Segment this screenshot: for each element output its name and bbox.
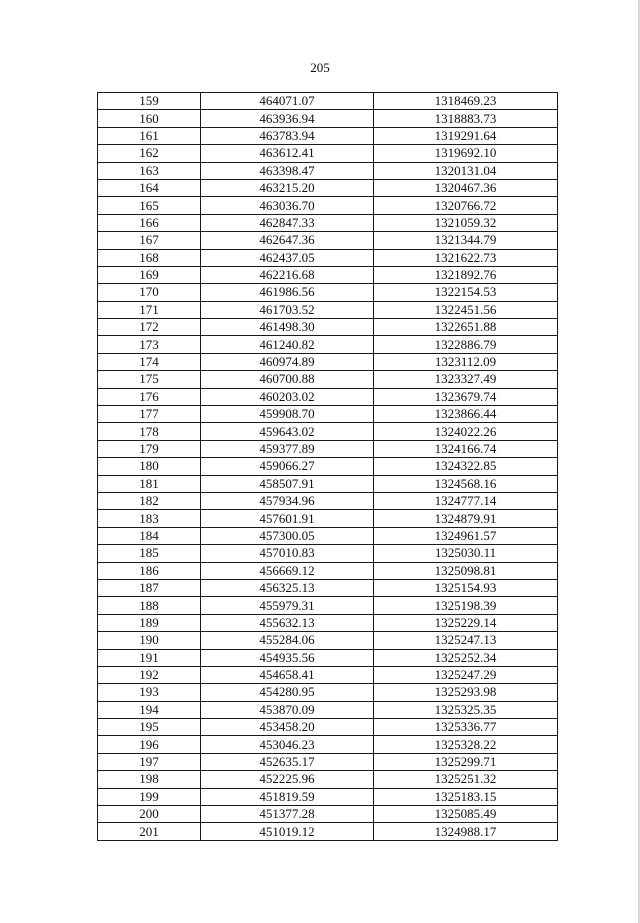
x-coordinate-cell: 461240.82 <box>201 336 374 353</box>
y-coordinate-cell: 1325299.71 <box>374 753 558 770</box>
x-coordinate-cell: 460700.88 <box>201 371 374 388</box>
x-coordinate-cell: 456669.12 <box>201 562 374 579</box>
x-coordinate-cell: 454658.41 <box>201 666 374 683</box>
x-coordinate-cell: 461703.52 <box>201 301 374 318</box>
table-row <box>98 179 558 196</box>
x-coordinate-cell: 454935.56 <box>201 649 374 666</box>
x-coordinate-cell: 457300.05 <box>201 527 374 544</box>
point-number-cell: 183 <box>98 510 201 527</box>
y-coordinate-cell: 1325247.29 <box>374 666 558 683</box>
y-coordinate-cell: 1322451.56 <box>374 301 558 318</box>
point-number-cell: 180 <box>98 458 201 475</box>
x-coordinate-cell: 463612.41 <box>201 145 374 162</box>
table-row <box>98 214 558 231</box>
x-coordinate-cell: 453458.20 <box>201 719 374 736</box>
x-coordinate-cell: 464071.07 <box>201 93 374 110</box>
point-number-cell: 186 <box>98 562 201 579</box>
point-number-cell: 195 <box>98 719 201 736</box>
y-coordinate-cell: 1325183.15 <box>374 788 558 805</box>
table-row <box>98 666 558 683</box>
y-coordinate-cell: 1321059.32 <box>374 214 558 231</box>
x-coordinate-cell: 451819.59 <box>201 788 374 805</box>
page-number: 205 <box>310 60 330 75</box>
x-coordinate-cell: 452225.96 <box>201 771 374 788</box>
table-row <box>98 771 558 788</box>
y-coordinate-cell: 1322886.79 <box>374 336 558 353</box>
point-number-cell: 193 <box>98 684 201 701</box>
y-coordinate-cell: 1325098.81 <box>374 562 558 579</box>
point-number-cell: 160 <box>98 110 201 127</box>
x-coordinate-cell: 463936.94 <box>201 110 374 127</box>
table-row <box>98 388 558 405</box>
table-row <box>98 145 558 162</box>
y-coordinate-cell: 1324961.57 <box>374 527 558 544</box>
table-row <box>98 127 558 144</box>
table-row <box>98 110 558 127</box>
x-coordinate-cell: 455979.31 <box>201 597 374 614</box>
x-coordinate-cell: 455284.06 <box>201 632 374 649</box>
y-coordinate-cell: 1325085.49 <box>374 806 558 823</box>
table-row <box>98 197 558 214</box>
coordinates-table <box>97 92 558 841</box>
x-coordinate-cell: 456325.13 <box>201 579 374 596</box>
y-coordinate-cell: 1325030.11 <box>374 545 558 562</box>
point-number-cell: 169 <box>98 266 201 283</box>
y-coordinate-cell: 1322651.88 <box>374 319 558 336</box>
point-number-cell: 179 <box>98 440 201 457</box>
x-coordinate-cell: 453046.23 <box>201 736 374 753</box>
x-coordinate-cell: 462216.68 <box>201 266 374 283</box>
point-number-cell: 194 <box>98 701 201 718</box>
table-row <box>98 249 558 266</box>
table-row <box>98 423 558 440</box>
point-number-cell: 174 <box>98 353 201 370</box>
x-coordinate-cell: 451019.12 <box>201 823 374 840</box>
x-coordinate-cell: 461986.56 <box>201 284 374 301</box>
x-coordinate-cell: 463783.94 <box>201 127 374 144</box>
y-coordinate-cell: 1325154.93 <box>374 579 558 596</box>
point-number-cell: 184 <box>98 527 201 544</box>
y-coordinate-cell: 1324777.14 <box>374 492 558 509</box>
point-number-cell: 165 <box>98 197 201 214</box>
table-row <box>98 614 558 631</box>
x-coordinate-cell: 458507.91 <box>201 475 374 492</box>
x-coordinate-cell: 457934.96 <box>201 492 374 509</box>
x-coordinate-cell: 462647.36 <box>201 232 374 249</box>
y-coordinate-cell: 1323112.09 <box>374 353 558 370</box>
table-row <box>98 788 558 805</box>
table-row <box>98 823 558 840</box>
x-coordinate-cell: 459908.70 <box>201 406 374 423</box>
table-row <box>98 475 558 492</box>
table-row <box>98 492 558 509</box>
table-row <box>98 319 558 336</box>
x-coordinate-cell: 460203.02 <box>201 388 374 405</box>
y-coordinate-cell: 1325251.32 <box>374 771 558 788</box>
table-row <box>98 162 558 179</box>
point-number-cell: 162 <box>98 145 201 162</box>
y-coordinate-cell: 1325336.77 <box>374 719 558 736</box>
y-coordinate-cell: 1319692.10 <box>374 145 558 162</box>
y-coordinate-cell: 1319291.64 <box>374 127 558 144</box>
y-coordinate-cell: 1324322.85 <box>374 458 558 475</box>
point-number-cell: 178 <box>98 423 201 440</box>
point-number-cell: 189 <box>98 614 201 631</box>
table-row <box>98 632 558 649</box>
y-coordinate-cell: 1323866.44 <box>374 406 558 423</box>
x-coordinate-cell: 457010.83 <box>201 545 374 562</box>
y-coordinate-cell: 1325229.14 <box>374 614 558 631</box>
x-coordinate-cell: 455632.13 <box>201 614 374 631</box>
y-coordinate-cell: 1318883.73 <box>374 110 558 127</box>
table-row <box>98 579 558 596</box>
point-number-cell: 192 <box>98 666 201 683</box>
point-number-cell: 161 <box>98 127 201 144</box>
x-coordinate-cell: 451377.28 <box>201 806 374 823</box>
y-coordinate-cell: 1324879.91 <box>374 510 558 527</box>
point-number-cell: 172 <box>98 319 201 336</box>
point-number-cell: 199 <box>98 788 201 805</box>
table-row <box>98 406 558 423</box>
x-coordinate-cell: 463036.70 <box>201 197 374 214</box>
table-row <box>98 301 558 318</box>
table-row <box>98 266 558 283</box>
y-coordinate-cell: 1324166.74 <box>374 440 558 457</box>
table-row <box>98 353 558 370</box>
point-number-cell: 200 <box>98 806 201 823</box>
x-coordinate-cell: 454280.95 <box>201 684 374 701</box>
point-number-cell: 177 <box>98 406 201 423</box>
point-number-cell: 170 <box>98 284 201 301</box>
table-row <box>98 562 558 579</box>
x-coordinate-cell: 462847.33 <box>201 214 374 231</box>
table-row <box>98 649 558 666</box>
point-number-cell: 190 <box>98 632 201 649</box>
y-coordinate-cell: 1325325.35 <box>374 701 558 718</box>
x-coordinate-cell: 452635.17 <box>201 753 374 770</box>
table-row <box>98 684 558 701</box>
y-coordinate-cell: 1320467.36 <box>374 179 558 196</box>
y-coordinate-cell: 1325293.98 <box>374 684 558 701</box>
table-row <box>98 597 558 614</box>
point-number-cell: 168 <box>98 249 201 266</box>
table-row <box>98 284 558 301</box>
point-number-cell: 187 <box>98 579 201 596</box>
table-row <box>98 545 558 562</box>
table-row <box>98 371 558 388</box>
x-coordinate-cell: 459643.02 <box>201 423 374 440</box>
point-number-cell: 173 <box>98 336 201 353</box>
y-coordinate-cell: 1321892.76 <box>374 266 558 283</box>
point-number-cell: 201 <box>98 823 201 840</box>
point-number-cell: 188 <box>98 597 201 614</box>
point-number-cell: 175 <box>98 371 201 388</box>
table-row <box>98 336 558 353</box>
point-number-cell: 182 <box>98 492 201 509</box>
x-coordinate-cell: 462437.05 <box>201 249 374 266</box>
table-row <box>98 232 558 249</box>
x-coordinate-cell: 463215.20 <box>201 179 374 196</box>
table-row <box>98 527 558 544</box>
y-coordinate-cell: 1320131.04 <box>374 162 558 179</box>
y-coordinate-cell: 1325252.34 <box>374 649 558 666</box>
table-row <box>98 440 558 457</box>
y-coordinate-cell: 1325328.22 <box>374 736 558 753</box>
y-coordinate-cell: 1322154.53 <box>374 284 558 301</box>
y-coordinate-cell: 1325247.13 <box>374 632 558 649</box>
table-row <box>98 753 558 770</box>
point-number-cell: 176 <box>98 388 201 405</box>
y-coordinate-cell: 1324568.16 <box>374 475 558 492</box>
point-number-cell: 198 <box>98 771 201 788</box>
x-coordinate-cell: 457601.91 <box>201 510 374 527</box>
y-coordinate-cell: 1323679.74 <box>374 388 558 405</box>
x-coordinate-cell: 459377.89 <box>201 440 374 457</box>
point-number-cell: 159 <box>98 93 201 110</box>
point-number-cell: 181 <box>98 475 201 492</box>
y-coordinate-cell: 1323327.49 <box>374 371 558 388</box>
table-row <box>98 701 558 718</box>
point-number-cell: 185 <box>98 545 201 562</box>
point-number-cell: 171 <box>98 301 201 318</box>
table-row <box>98 510 558 527</box>
table-row <box>98 458 558 475</box>
table-row <box>98 719 558 736</box>
table-row <box>98 806 558 823</box>
y-coordinate-cell: 1318469.23 <box>374 93 558 110</box>
point-number-cell: 197 <box>98 753 201 770</box>
x-coordinate-cell: 453870.09 <box>201 701 374 718</box>
point-number-cell: 166 <box>98 214 201 231</box>
coordinates-table-body <box>98 93 558 841</box>
x-coordinate-cell: 461498.30 <box>201 319 374 336</box>
point-number-cell: 167 <box>98 232 201 249</box>
y-coordinate-cell: 1321622.73 <box>374 249 558 266</box>
y-coordinate-cell: 1324022.26 <box>374 423 558 440</box>
table-row <box>98 736 558 753</box>
point-number-cell: 196 <box>98 736 201 753</box>
point-number-cell: 164 <box>98 179 201 196</box>
y-coordinate-cell: 1324988.17 <box>374 823 558 840</box>
x-coordinate-cell: 459066.27 <box>201 458 374 475</box>
y-coordinate-cell: 1320766.72 <box>374 197 558 214</box>
y-coordinate-cell: 1321344.79 <box>374 232 558 249</box>
point-number-cell: 191 <box>98 649 201 666</box>
x-coordinate-cell: 463398.47 <box>201 162 374 179</box>
x-coordinate-cell: 460974.89 <box>201 353 374 370</box>
table-row <box>98 93 558 110</box>
point-number-cell: 163 <box>98 162 201 179</box>
y-coordinate-cell: 1325198.39 <box>374 597 558 614</box>
